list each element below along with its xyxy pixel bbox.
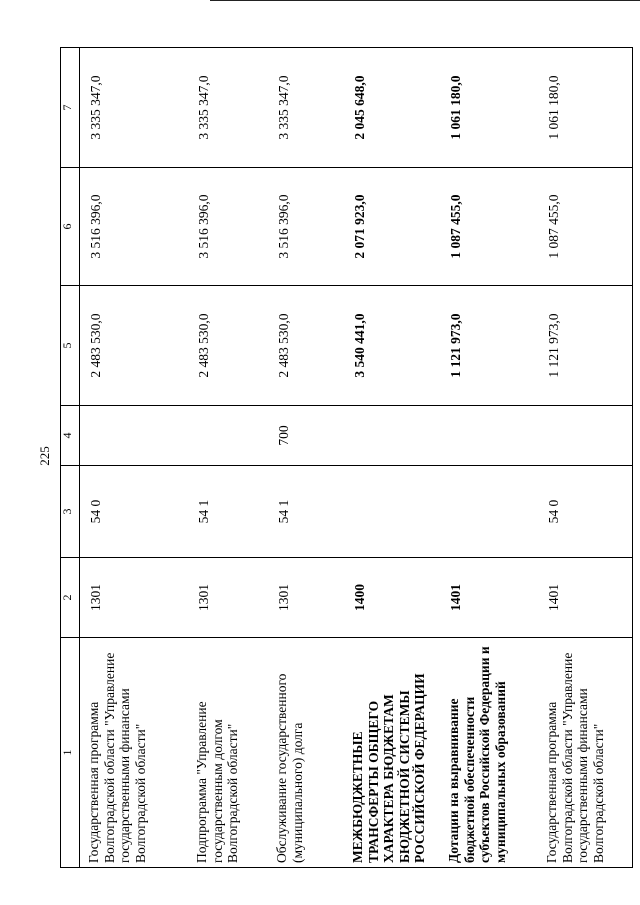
row-amount-6: 3 516 396,0 (80, 168, 189, 286)
row-amount-5: 3 540 441,0 (344, 286, 440, 406)
row-target: 54 1 (268, 466, 344, 558)
budget-table-rotated (60, 48, 606, 868)
row-amount-6: 3 516 396,0 (268, 168, 344, 286)
header-col-2: 2 (61, 558, 80, 638)
table-row (80, 48, 189, 868)
row-name: Дотации на выравнивание бюджетной обеспеченности субъектов Российской Федерации и муниципальных образований (440, 638, 538, 868)
row-target (344, 466, 440, 558)
header-col-5: 5 (61, 286, 80, 406)
row-section: 1301 (80, 558, 189, 638)
header-col-4: 4 (61, 406, 80, 466)
row-amount-5: 2 483 530,0 (268, 286, 344, 406)
row-type (538, 406, 633, 466)
row-amount-6: 3 516 396,0 (188, 168, 268, 286)
table-row (268, 48, 344, 868)
row-type (80, 406, 189, 466)
row-amount-6: 2 071 923,0 (344, 168, 440, 286)
row-name: Подпрограмма "Управление государственным долгом Волгоградской области" (188, 638, 268, 868)
page-number: 225 (37, 446, 52, 466)
row-amount-6: 1 087 455,0 (440, 168, 538, 286)
row-target: 54 1 (188, 466, 268, 558)
row-amount-7: 1 061 180,0 (538, 48, 633, 168)
row-target: 54 0 (538, 466, 633, 558)
row-name: Государственная программа Волгоградской области "Управление государственными финансами Волгоградской области" (80, 638, 189, 868)
row-name: Обслуживание государственного (муниципального) долга (268, 638, 344, 868)
row-type (440, 406, 538, 466)
row-section: 1301 (188, 558, 268, 638)
header-col-3: 3 (61, 466, 80, 558)
row-section: 1401 (538, 558, 633, 638)
row-amount-7: 2 045 648,0 (344, 48, 440, 168)
budget-table (60, 47, 633, 868)
table-row (440, 48, 538, 868)
row-target: 54 0 (80, 466, 189, 558)
row-section: 1301 (268, 558, 344, 638)
row-type (188, 406, 268, 466)
row-amount-7: 3 335 347,0 (80, 48, 189, 168)
row-amount-7: 3 335 347,0 (188, 48, 268, 168)
row-type: 700 (268, 406, 344, 466)
row-name: МЕЖБЮДЖЕТНЫЕ ТРАНСФЕРТЫ ОБЩЕГО ХАРАКТЕРА БЮДЖЕТАМ БЮДЖЕТНОЙ СИСТЕМЫ РОССИЙСКОЙ ФЕДЕРАЦИИ (344, 638, 440, 868)
row-amount-5: 2 483 530,0 (80, 286, 189, 406)
row-amount-6: 1 087 455,0 (538, 168, 633, 286)
table-row (188, 48, 268, 868)
row-amount-5: 2 483 530,0 (188, 286, 268, 406)
row-section: 1400 (344, 558, 440, 638)
row-amount-5: 1 121 973,0 (538, 286, 633, 406)
row-amount-7: 1 061 180,0 (440, 48, 538, 168)
row-target (440, 466, 538, 558)
header-row (61, 48, 80, 868)
row-amount-5: 1 121 973,0 (440, 286, 538, 406)
row-name: Государственная программа Волгоградской области "Управление государственными финансами Волгоградской области" (538, 638, 633, 868)
row-type (344, 406, 440, 466)
row-section: 1401 (440, 558, 538, 638)
header-col-1: 1 (61, 638, 80, 868)
header-col-6: 6 (61, 168, 80, 286)
header-col-7: 7 (61, 48, 80, 168)
top-rule (210, 0, 640, 1)
table-row (344, 48, 440, 868)
row-amount-7: 3 335 347,0 (268, 48, 344, 168)
table-row (538, 48, 633, 868)
